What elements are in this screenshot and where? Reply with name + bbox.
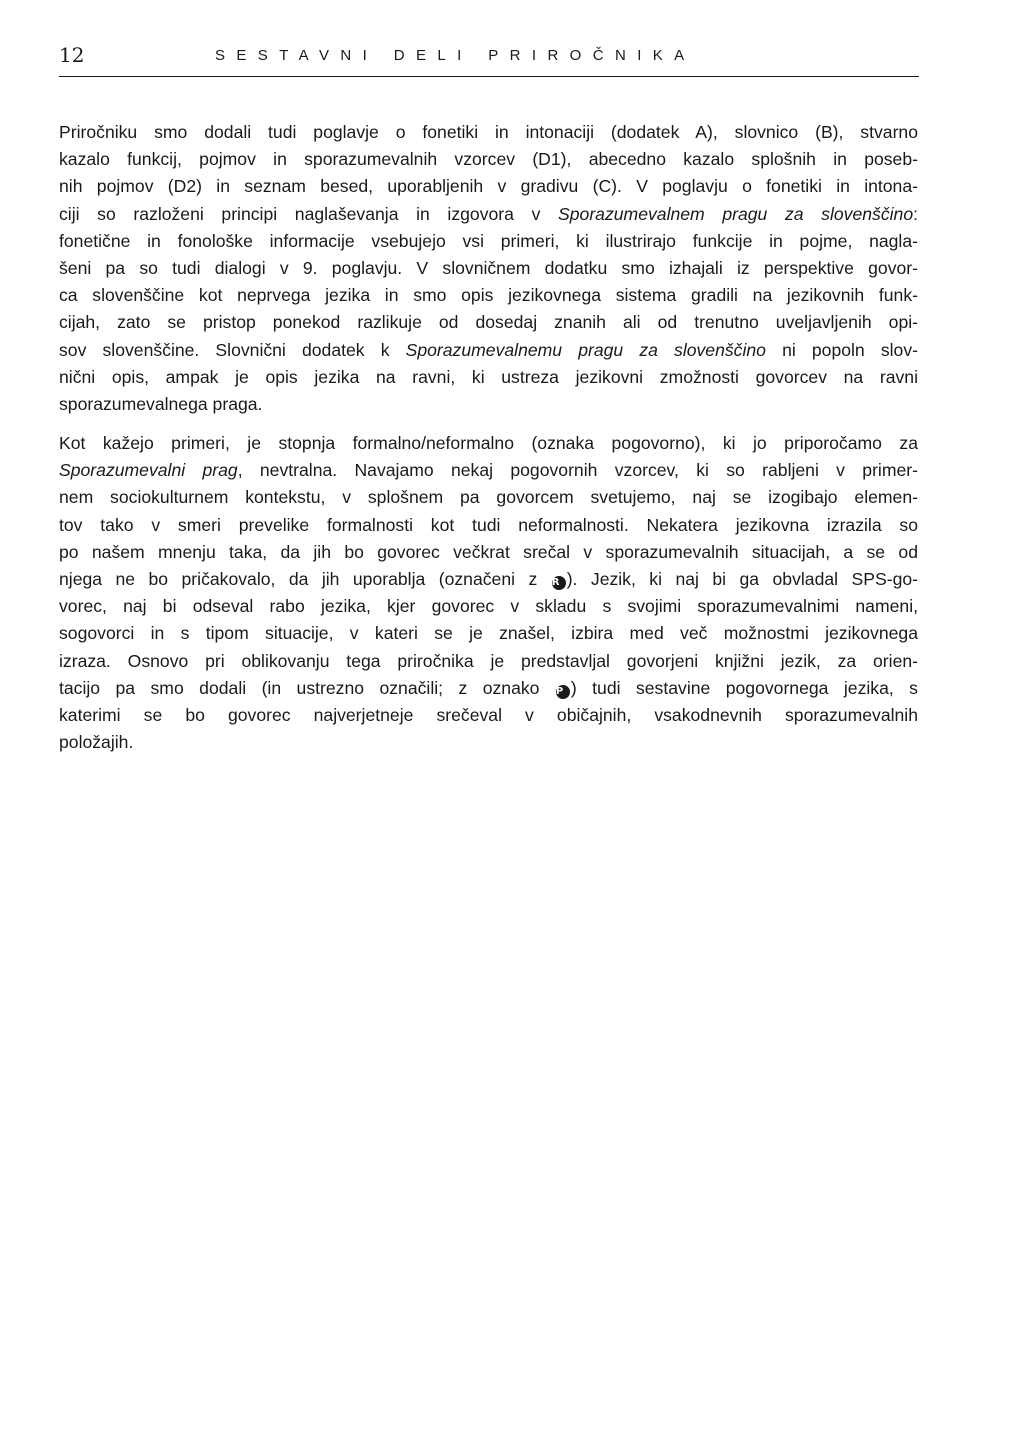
text-run: sov slovenščine. Slovnični dodatek k [59,339,406,360]
text-run: ) tudi sestavine pogovornega jezika, s [570,677,918,698]
text-line [59,119,918,146]
text-run: nih pojmov (D2) in seznam besed, uporabljenih v gradivu (C). V poglavju o fonetiki in intona- [59,176,918,197]
body-text [59,119,918,756]
text-line [59,337,918,364]
text-run: nični opis, ampak je opis jezika na ravni, ki ustreza jezikovni zmožnosti govorcev na ravni [59,366,918,387]
text-line [59,309,918,336]
text-line [59,620,918,647]
text-run: katerimi se bo govorec najverjetneje srečeval v običajnih, vsakodnevnih sporazumevalnih [59,704,918,725]
text-line [59,391,918,418]
text-line [59,430,918,457]
text-line [59,593,918,620]
text-line [59,228,918,255]
text-line [59,173,918,200]
text-run: šeni pa so tudi dialogi v 9. poglavju. V slovničnem dodatku smo izhajali iz perspektive govor- [59,257,918,278]
text-line [59,282,918,309]
text-line [59,539,918,566]
text-line [59,675,918,702]
italic-title: Sporazumevalni prag [59,460,238,481]
text-run: sporazumevalnega praga. [59,393,263,414]
text-run: vorec, naj bi odseval rabo jezika, kjer govorec v skladu s svojimi sporazumevalnimi nameni, [59,596,918,617]
text-line [59,484,918,511]
text-run: nem sociokulturnem kontekstu, v splošnem pa govorcem svetujemo, naj se izogibajo elemen- [59,487,918,508]
text-run: kazalo funkcij, pojmov in sporazumevalnih vzorcev (D1), abecedno kazalo splošnih in poseb- [59,149,918,170]
text-run: Kot kažejo primeri, je stopnja formalno/neformalno (oznaka pogovorno), ki jo priporočamo za [59,433,918,454]
page-number: 12 [59,43,85,67]
text-run: ni popoln slov- [765,339,918,360]
text-run: ). Jezik, ki naj bi ga obvladal SPS-go- [566,569,918,589]
text-line [59,457,918,484]
text-run: ca slovenščine kot neprvega jezika in smo opis jezikovnega sistema gradili na jezikovnih funk- [59,285,918,306]
text-run: njega ne bo pričakovalo, da jih uporablja (označeni z [59,569,551,589]
text-run: tacijo pa smo dodali (in ustrezno označili; z oznako [59,677,555,698]
text-run: ciji so razloženi principi naglaševanja in izgovora v [59,203,559,224]
text-line [59,146,918,173]
paragraph [59,119,918,418]
text-run: tov tako v smeri prevelike formalnosti kot tudi neformalnosti. Nekatera jezikovna izrazila so [59,514,918,535]
page-header [59,40,919,77]
paragraph-gap [59,418,918,430]
register-marker-icon: R [552,576,566,590]
text-run: sogovorci in s tipom situacije, v kateri se je znašel, izbira med več možnostmi jezikovnega [59,623,918,644]
text-run: fonetične in fonološke informacije vsebujejo vsi primeri, ki ilustrirajo funkcije in pojme, nagla- [59,230,918,251]
text-run: položajih. [59,732,134,753]
italic-title: Sporazumevalnemu pragu za slovenščino [405,339,766,360]
italic-title: Sporazumevalnem pragu za slovenščino [558,203,914,224]
text-line [59,702,918,729]
text-line [59,201,918,228]
text-run: Priročniku smo dodali tudi poglavje o fonetiki in intonaciji (dodatek A), slovnico (B), stvarno [59,122,918,142]
text-line [59,648,918,675]
text-run: , nevtralna. Navajamo nekaj pogovornih vzorcev, ki so rabljeni v primer- [237,460,918,481]
text-line [59,566,918,593]
text-line [59,364,918,391]
text-line [59,729,918,756]
running-head: SESTAVNI DELI PRIROČNIKA [215,47,696,64]
colloquial-marker-icon: P [556,685,570,699]
text-run: : [913,203,919,224]
text-run: cijah, zato se pristop ponekod razlikuje od dosedaj znanih ali od trenutno uveljavljenih opi- [59,312,918,333]
paragraph [59,430,918,756]
text-line [59,512,918,539]
text-run: po našem mnenju taka, da jih bo govorec večkrat srečal v sporazumevalnih situacijah, a se od [59,541,918,562]
text-line [59,255,918,282]
text-run: izraza. Osnovo pri oblikovanju tega priročnika je predstavljal govorjeni knjižni jezik, za orien- [59,650,918,671]
